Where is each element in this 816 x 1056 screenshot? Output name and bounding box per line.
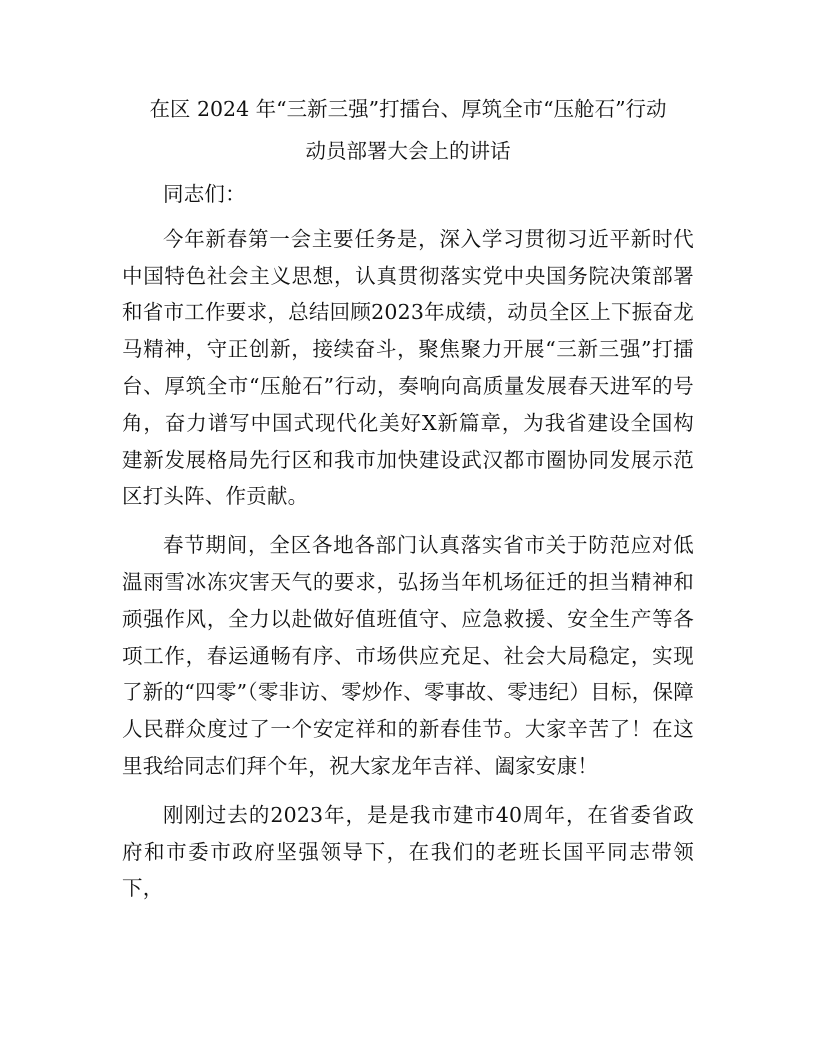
title-line-1: 在区 2024 年“三新三强”打擂台、厚筑全市“压舱石”行动	[149, 97, 667, 121]
paragraph-3: 刚刚过去的2023年，是是我市建市40周年，在省委省政府和市委市政府坚强领导下，在我们的老班长国平同志带领下，	[122, 802, 694, 901]
document-page	[122, 88, 694, 907]
salutation: 同志们：	[163, 182, 246, 206]
title-line-2: 动员部署大会上的讲话	[305, 139, 511, 163]
paragraph-1: 今年新春第一会主要任务是，深入学习贯彻习近平新时代中国特色社会主义思想，认真贯彻落实党中央国务院决策部署和省市工作要求，总结回顾2023年成绩，动员全区上下振奋龙马精神，守正创新，接续奋斗，聚焦聚力开展“三新三强”打擂台、厚筑全市“压舱石”行动，奏响向高质量发展春天进军的号角，奋力谱写中国式现代化美好X新篇章，为我省建设全国构建新发展格局先行区和我市加快建设武汉都市圈协同发展示范区打头阵、作贡献。	[122, 226, 694, 509]
paragraph-2: 春节期间，全区各地各部门认真落实省市关于防范应对低温雨雪冰冻灾害天气的要求，弘扬当年机场征迁的担当精神和顽强作风，全力以赴做好值班值守、应急救援、安全生产等各项工作，春运通畅有序、市场供应充足、社会大局稳定，实现了新的“四零”（零非访、零炒作、零事故、零违纪）目标，保障人民群众度过了一个安定祥和的新春佳节。大家辛苦了！在这里我给同志们拜个年，祝大家龙年吉祥、阖家安康！	[122, 533, 694, 778]
document-title	[122, 88, 694, 172]
